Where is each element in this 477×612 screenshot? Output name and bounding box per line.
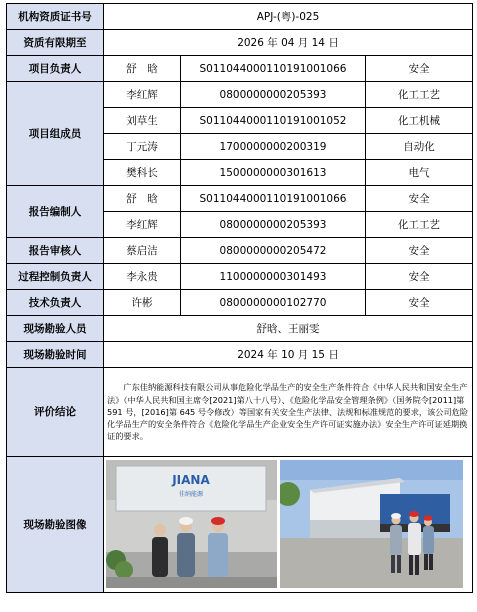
cert-no-label: 机构资质证书号 bbox=[7, 4, 104, 30]
process-control-label: 过程控制负责人 bbox=[7, 264, 104, 290]
project-lead-name: 舒 晗 bbox=[104, 56, 181, 82]
conclusion-label: 评价结论 bbox=[7, 368, 104, 457]
tech-lead-field: 安全 bbox=[366, 290, 473, 316]
member-cert: 1700000000200319 bbox=[181, 134, 366, 160]
writer-field: 化工工艺 bbox=[366, 212, 473, 238]
member-cert: 1500000000301613 bbox=[181, 160, 366, 186]
writer-cert: 0800000000205393 bbox=[181, 212, 366, 238]
member-field: 电气 bbox=[366, 160, 473, 186]
site-photo-group bbox=[106, 460, 277, 588]
tech-lead-cert: 0800000000102770 bbox=[181, 290, 366, 316]
site-staff-label: 现场勘验人员 bbox=[7, 316, 104, 342]
sign-subtext: 佳纳能源 bbox=[178, 490, 204, 498]
project-info-table bbox=[6, 3, 473, 593]
writer-name: 李红辉 bbox=[104, 212, 181, 238]
tech-lead-name: 许彬 bbox=[104, 290, 181, 316]
cert-no-value: APJ-(粤)-025 bbox=[104, 4, 473, 30]
member-field: 自动化 bbox=[366, 134, 473, 160]
site-time-label: 现场勘验时间 bbox=[7, 342, 104, 368]
member-field: 化工机械 bbox=[366, 108, 473, 134]
tech-lead-label: 技术负责人 bbox=[7, 290, 104, 316]
report-reviewer-field: 安全 bbox=[366, 238, 473, 264]
site-photo-warehouse bbox=[280, 460, 463, 588]
validity-label: 资质有限期至 bbox=[7, 30, 104, 56]
writer-name: 舒 晗 bbox=[104, 186, 181, 212]
project-lead-field: 安全 bbox=[366, 56, 473, 82]
site-time-value: 2024 年 10 月 15 日 bbox=[104, 342, 473, 368]
member-name: 丁元涛 bbox=[104, 134, 181, 160]
writer-field: 安全 bbox=[366, 186, 473, 212]
report-reviewer-name: 蔡启洁 bbox=[104, 238, 181, 264]
report-writers-label: 报告编制人 bbox=[7, 186, 104, 238]
site-images-label: 现场勘验图像 bbox=[7, 457, 104, 593]
member-field: 化工工艺 bbox=[366, 82, 473, 108]
conclusion-text: 广东佳纳能源科技有限公司从事危险化学品生产的安全生产条件符合《中华人民共和国安全生产法》（中华人民共和国主席令[2021]第八十八号）、《危险化学品安全管理条例》（国务院令[2011]第 591 号，[2016]第 645 号令修改）等国家有关安全生产法律、法规和标准规范的要求，该公司危险化学品生产的安全条件符合《危险化学品生产企业安全生产许可证实施办法》安全生产许可证延期换证的要求。 bbox=[104, 368, 473, 457]
writer-cert: S011044000110191001066 bbox=[181, 186, 366, 212]
member-cert: 0800000000205393 bbox=[181, 82, 366, 108]
sign-text: JIANA bbox=[172, 472, 210, 487]
report-reviewer-cert: 0800000000205472 bbox=[181, 238, 366, 264]
site-images-cell bbox=[104, 457, 473, 593]
project-lead-cert: S011044000110191001066 bbox=[181, 56, 366, 82]
member-name: 刘草生 bbox=[104, 108, 181, 134]
site-staff-value: 舒晗、王丽雯 bbox=[104, 316, 473, 342]
report-reviewer-label: 报告审核人 bbox=[7, 238, 104, 264]
project-lead-label: 项目负责人 bbox=[7, 56, 104, 82]
process-control-name: 李永贵 bbox=[104, 264, 181, 290]
member-cert: S011044000110191001052 bbox=[181, 108, 366, 134]
process-control-field: 安全 bbox=[366, 264, 473, 290]
process-control-cert: 1100000000301493 bbox=[181, 264, 366, 290]
validity-value: 2026 年 04 月 14 日 bbox=[104, 30, 473, 56]
member-name: 李红辉 bbox=[104, 82, 181, 108]
members-label: 项目组成员 bbox=[7, 82, 104, 186]
member-name: 樊科长 bbox=[104, 160, 181, 186]
